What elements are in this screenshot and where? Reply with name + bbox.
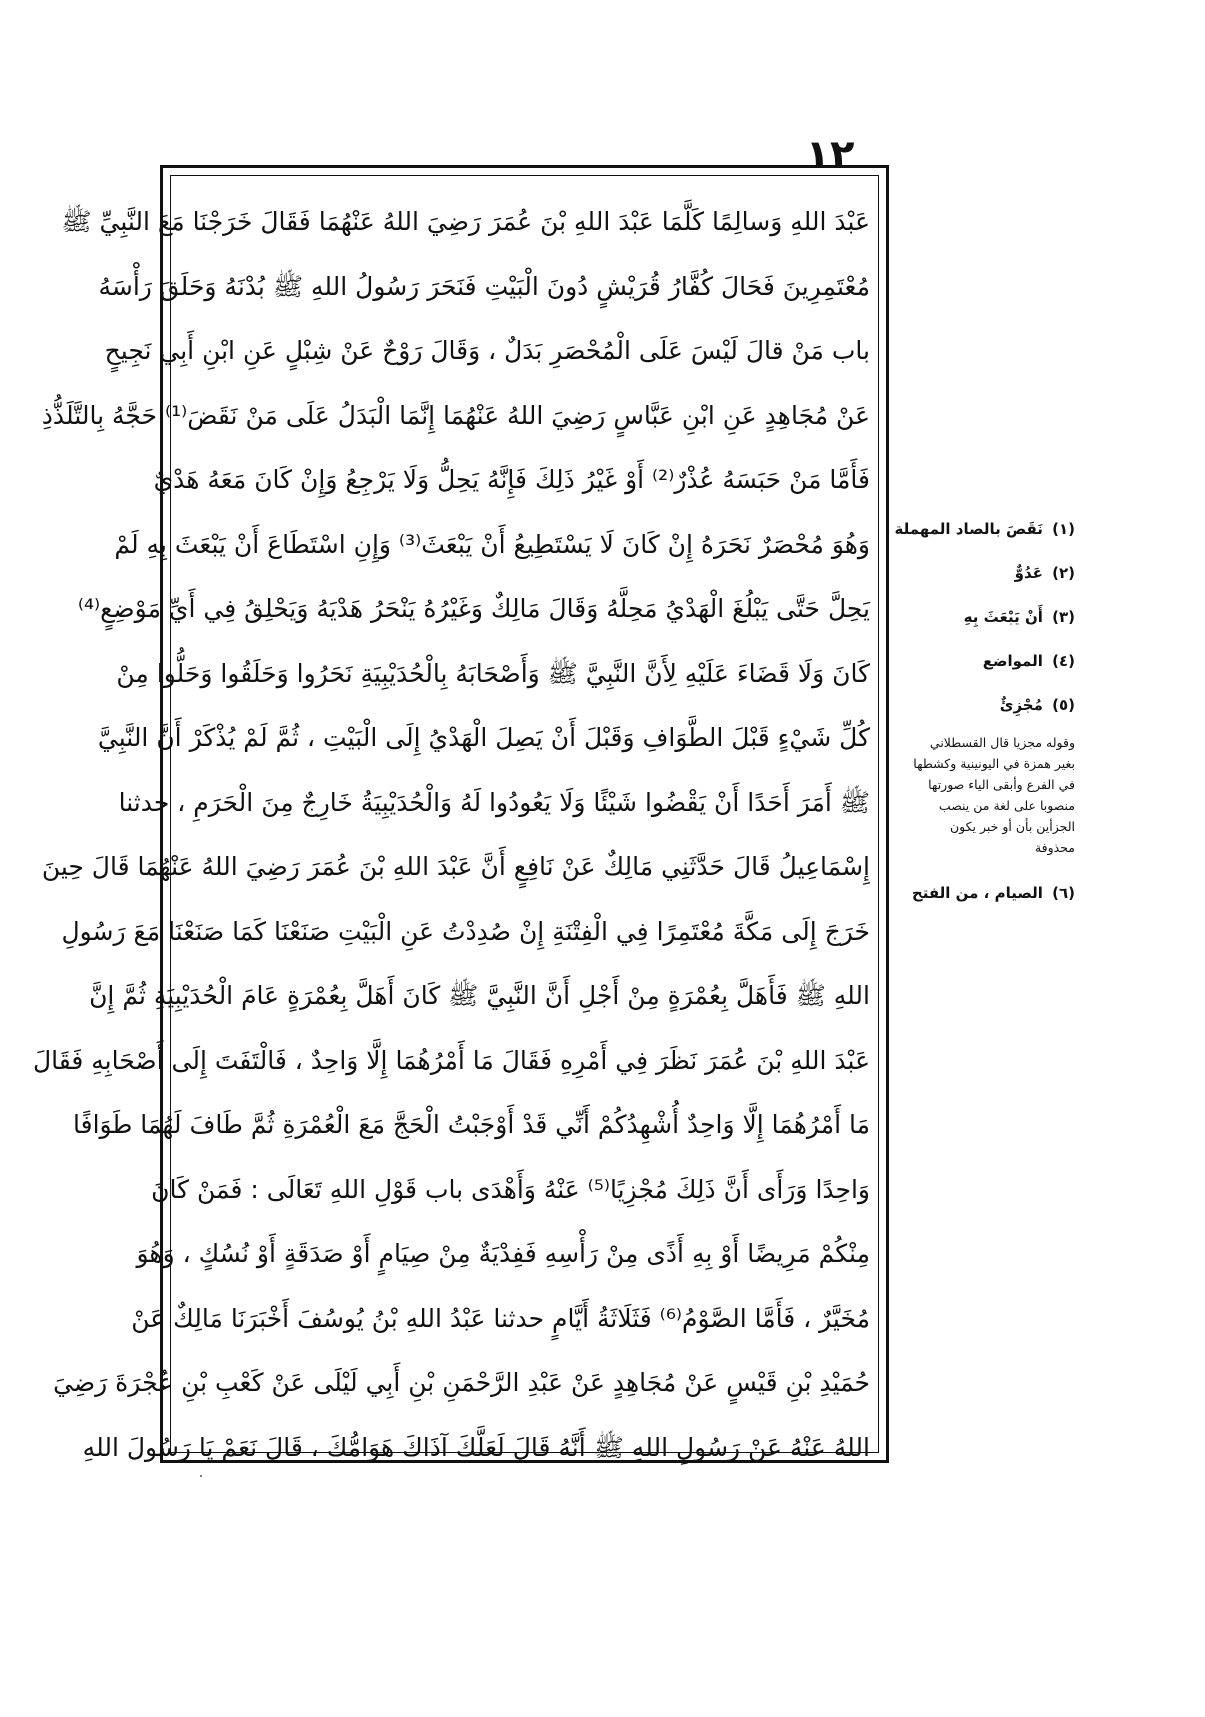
margin-note bbox=[893, 696, 1075, 714]
note-number: (١) bbox=[1052, 520, 1075, 538]
margin-note bbox=[893, 564, 1075, 582]
text-line: كَانَ وَلَا قَضَاءَ عَلَيْهِ لِأَنَّ النَّبِيَّ ﷺ وَأَصْحَابَهُ بِالْحُدَيْبِيَةِ نَحَرُوا وَحَلَقُوا وَحَلُّوا مِنْ bbox=[116, 658, 870, 688]
note-number: (٤) bbox=[1052, 652, 1075, 670]
print-speck bbox=[200, 1475, 202, 1477]
note-number: (٥) bbox=[1052, 696, 1075, 714]
page-number: ١٢ bbox=[805, 132, 855, 178]
text-line: مُخَيَّرٌ ، فَأَمَّا الصَّوْمُ⁽⁶⁾ فَثَلَاثَةُ أَيَّامٍ حدثنا عَبْدُ اللهِ بْنُ يُوسُفَ أَخْبَرَنَا مَالِكٌ عَنْ bbox=[131, 1303, 870, 1333]
text-line: اللهُ عَنْهُ عَنْ رَسُولِ اللهِ ﷺ أَنَّهُ قَالَ لَعَلَّكَ آذَاكَ هَوَامُّكَ ، قَالَ نَعَمْ يَا رَسُولَ اللهِ bbox=[82, 1432, 870, 1462]
text-line: حُمَيْدِ بْنِ قَيْسٍ عَنْ مُجَاهِدٍ عَنْ عَبْدِ الرَّحْمَنِ بْنِ أَبِي لَيْلَى عَنْ كَعْبِ بْنِ عُجْرَةَ رَضِيَ bbox=[53, 1368, 870, 1397]
text-line: باب مَنْ قالَ لَيْسَ عَلَى الْمُحْصَرِ بَدَلٌ ، وَقَالَ رَوْحٌ عَنْ شِبْلٍ عَنِ ابْنِ أَبِي نَجِيحٍ bbox=[104, 336, 870, 365]
text-line: ﷺ أَمَرَ أَحَدًا أَنْ يَقْضُوا شَيْئًا وَلَا يَعُودُوا لَهُ وَالْحُدَيْبِيَةُ خَارِجٌ مِنَ الْحَرَمِ ، حدثنا bbox=[118, 787, 870, 817]
margin-note bbox=[893, 520, 1075, 538]
note-text: نَقَصَ بالصاد المهملة bbox=[894, 520, 1043, 538]
text-line: مِنْكُمْ مَرِيضًا أَوْ بِهِ أَذًى مِنْ رَأْسِهِ فَفِدْيَةٌ مِنْ صِيَامٍ أَوْ صَدَقَةٍ أَوْ نُسُكٍ ، وَهُوَ bbox=[136, 1239, 870, 1268]
note-text: الصيام ، من الفتح bbox=[911, 884, 1043, 902]
commentary-line: محذوفة bbox=[1034, 840, 1075, 855]
note-text: أَنْ يَبْعَثَ بِهِ bbox=[963, 608, 1043, 626]
note-number: (٣) bbox=[1052, 608, 1075, 626]
text-line: عَنْ مُجَاهِدٍ عَنِ ابْنِ عَبَّاسٍ رَضِيَ اللهُ عَنْهُمَا إِنَّمَا الْبَدَلُ عَلَى مَنْ نَقَضَ⁽¹⁾ حَجَّهُ بِالتَّلَذُّذِ bbox=[41, 400, 870, 430]
note-number: (٦) bbox=[1052, 884, 1075, 902]
commentary-line: بغير همزة في اليونينية وكشطها bbox=[913, 756, 1075, 771]
margin-note bbox=[893, 652, 1075, 670]
note-text: المواضع bbox=[982, 652, 1043, 670]
text-line: إِسْمَاعِيلُ قَالَ حَدَّثَنِي مَالِكٌ عَنْ نَافِعٍ أَنَّ عَبْدَ اللهِ بْنَ عُمَرَ رَضِيَ اللهُ عَنْهُمَا قَالَ حِينَ bbox=[41, 852, 870, 881]
text-line: يَحِلَّ حَتَّى يَبْلُغَ الْهَدْيُ مَحِلَّهُ وَقَالَ مَالِكٌ وَغَيْرُهُ يَنْحَرُ هَدْيَهُ وَيَحْلِقُ فِي أَيِّ مَوْضِعٍ⁽⁴⁾ bbox=[77, 594, 870, 623]
note-text: مُجْزِئٌ bbox=[999, 696, 1043, 714]
text-line: مُعْتَمِرِينَ فَحَالَ كُفَّارُ قُرَيْشٍ دُونَ الْبَيْتِ فَنَحَرَ رَسُولُ اللهِ ﷺ بُدْنَهُ وَحَلَقَ رَأْسَهُ bbox=[98, 271, 870, 301]
note-text: عَدُوٌّ bbox=[1014, 564, 1043, 582]
text-line: عَبْدَ اللهِ بْنَ عُمَرَ نَظَرَ فِي أَمْرِهِ فَقَالَ مَا أَمْرُهُمَا إِلَّا وَاحِدٌ ، فَالْتَفَتَ إِلَى أَصْحَابِهِ فَقَالَ bbox=[32, 1045, 870, 1075]
note-commentary bbox=[893, 732, 1075, 858]
margin-note bbox=[893, 884, 1075, 902]
margin-notes bbox=[893, 520, 1075, 928]
text-line: فَأَمَّا مَنْ حَبَسَهُ عُذْرٌ⁽²⁾ أَوْ غَيْرُ ذَلِكَ فَإِنَّهُ يَحِلُّ وَلَا يَرْجِعُ وَإِنْ كَانَ مَعَهُ هَدْيٌ bbox=[153, 465, 870, 494]
note-number: (٢) bbox=[1052, 564, 1075, 582]
commentary-line: منصوبا على لغة من ينصب bbox=[938, 798, 1075, 813]
margin-note bbox=[893, 608, 1075, 626]
text-line: خَرَجَ إِلَى مَكَّةَ مُعْتَمِرًا فِي الْفِتْنَةِ إِنْ صُدِدْتُ عَنِ الْبَيْتِ صَنَعْنَا كَمَا صَنَعْنَا مَعَ رَسُولِ bbox=[61, 916, 870, 946]
main-text-block bbox=[32, 190, 870, 1462]
text-line: مَا أَمْرُهُمَا إِلَّا وَاحِدٌ أُشْهِدُكُمْ أَنِّي قَدْ أَوْجَبْتُ الْحَجَّ مَعَ الْعُمْرَةِ ثُمَّ طَافَ لَهُمَا طَوَافًا bbox=[73, 1110, 870, 1139]
commentary-line: وقوله مجزيا قال القسطلاني bbox=[929, 735, 1075, 750]
commentary-line: الجزأين بأن أو خبر يكون bbox=[950, 819, 1075, 834]
text-line: وَاحِدًا وَرَأَى أَنَّ ذَلِكَ مُجْزِيًا⁽⁵⁾ عَنْهُ وَأَهْدَى باب قَوْلِ اللهِ تَعَالَى : فَمَنْ كَانَ bbox=[151, 1174, 870, 1204]
text-line: وَهُوَ مُحْصَرٌ نَحَرَهُ إِنْ كَانَ لَا يَسْتَطِيعُ أَنْ يَبْعَثَ⁽³⁾ وَإِنِ اسْتَطَاعَ أَنْ يَبْعَثَ بِهِ لَمْ bbox=[114, 529, 870, 559]
text-line: اللهِ ﷺ فَأَهَلَّ بِعُمْرَةٍ مِنْ أَجْلِ أَنَّ النَّبِيَّ ﷺ كَانَ أَهَلَّ بِعُمْرَةٍ عَامَ الْحُدَيْبِيَةِ ثُمَّ إِنَّ bbox=[89, 981, 870, 1010]
text-line: كُلِّ شَيْءٍ قَبْلَ الطَّوَافِ وَقَبْلَ أَنْ يَصِلَ الْهَدْيُ إِلَى الْبَيْتِ ، ثُمَّ لَمْ يُذْكَرْ أَنَّ النَّبِيَّ bbox=[97, 723, 870, 752]
commentary-line: في الفرع وأبقى الياء صورتها bbox=[928, 777, 1075, 792]
text-line: عَبْدَ اللهِ وَسالِمًا كَلَّمَا عَبْدَ اللهِ بْنَ عُمَرَ رَضِيَ اللهُ عَنْهُمَا فَقَالَ خَرَجْنَا مَعَ النَّبِيِّ ﷺ bbox=[61, 207, 870, 236]
